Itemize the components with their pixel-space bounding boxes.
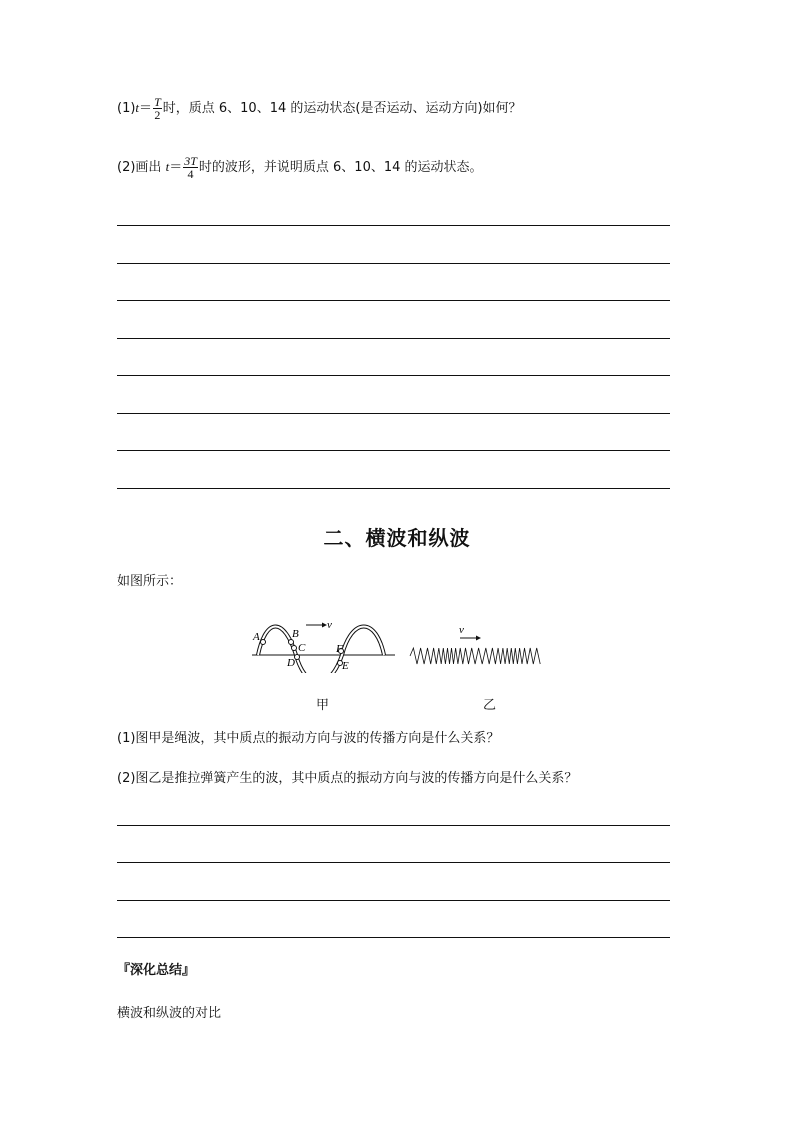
q1-var-t: t [135, 100, 140, 115]
particle-a [261, 640, 266, 645]
answer-line[interactable] [117, 225, 670, 226]
q2-var-t: t [165, 159, 170, 174]
q2-frac-numerator: 3T [184, 154, 197, 168]
q1-equals: ＝ [139, 101, 153, 116]
q1-prefix: (1) [117, 101, 136, 116]
answer-line[interactable] [117, 825, 670, 826]
velocity-arrowhead [476, 636, 481, 641]
answer-line[interactable] [117, 488, 670, 489]
answer-line[interactable] [117, 300, 670, 301]
q2-text: 时的波形，并说明质点 6、10、14 的运动状态。 [198, 160, 483, 175]
rope-wave-figure [252, 617, 397, 673]
label-d: D [287, 657, 295, 669]
rope-inner [258, 627, 384, 674]
velocity-label: v [459, 624, 464, 636]
summary-line: 横波和纵波的对比 [117, 1006, 222, 1021]
question-4: (2)图乙是推拉弹簧产生的波，其中质点的振动方向与波的传播方向是什么关系？ [117, 771, 578, 786]
answer-line[interactable] [117, 862, 670, 863]
answer-line[interactable] [117, 338, 670, 339]
q1-frac-numerator: T [154, 95, 161, 109]
q2-equals: ＝ [169, 160, 183, 175]
q2-prefix: (2)画出 [117, 160, 166, 175]
summary-title: 『深化总结』 [117, 963, 196, 978]
caption-right: 乙 [483, 698, 497, 713]
question-1 [117, 96, 522, 121]
section-heading: 二、横波和纵波 [323, 526, 471, 550]
answer-line[interactable] [117, 900, 670, 901]
label-f: F [336, 643, 343, 655]
particle-c [292, 646, 297, 651]
q2-frac-denominator: 4 [187, 167, 194, 181]
label-b: B [292, 628, 299, 640]
rope-outline [258, 627, 384, 674]
answer-line[interactable] [117, 450, 670, 451]
particle-d [295, 655, 300, 660]
label-c: C [298, 642, 306, 654]
answer-line[interactable] [117, 375, 670, 376]
q1-frac-denominator: 2 [154, 108, 161, 122]
caption-left: 甲 [316, 698, 330, 713]
question-2 [117, 155, 483, 180]
answer-line[interactable] [117, 263, 670, 264]
label-e: E [342, 660, 349, 672]
answer-line[interactable] [117, 413, 670, 414]
figure-intro: 如图所示： [117, 574, 183, 589]
label-a: A [253, 631, 260, 643]
q2-fraction [183, 155, 198, 180]
q1-text: 时，质点 6、10、14 的运动状态(是否运动、运动方向)如何？ [162, 101, 522, 116]
spring-wave-figure [408, 622, 544, 670]
velocity-label: v [327, 619, 332, 631]
particle-b [289, 640, 294, 645]
answer-line[interactable] [117, 937, 670, 938]
q1-fraction [153, 96, 162, 121]
spring-coil [410, 648, 540, 664]
question-3: (1)图甲是绳波，其中质点的振动方向与波的传播方向是什么关系？ [117, 731, 500, 746]
